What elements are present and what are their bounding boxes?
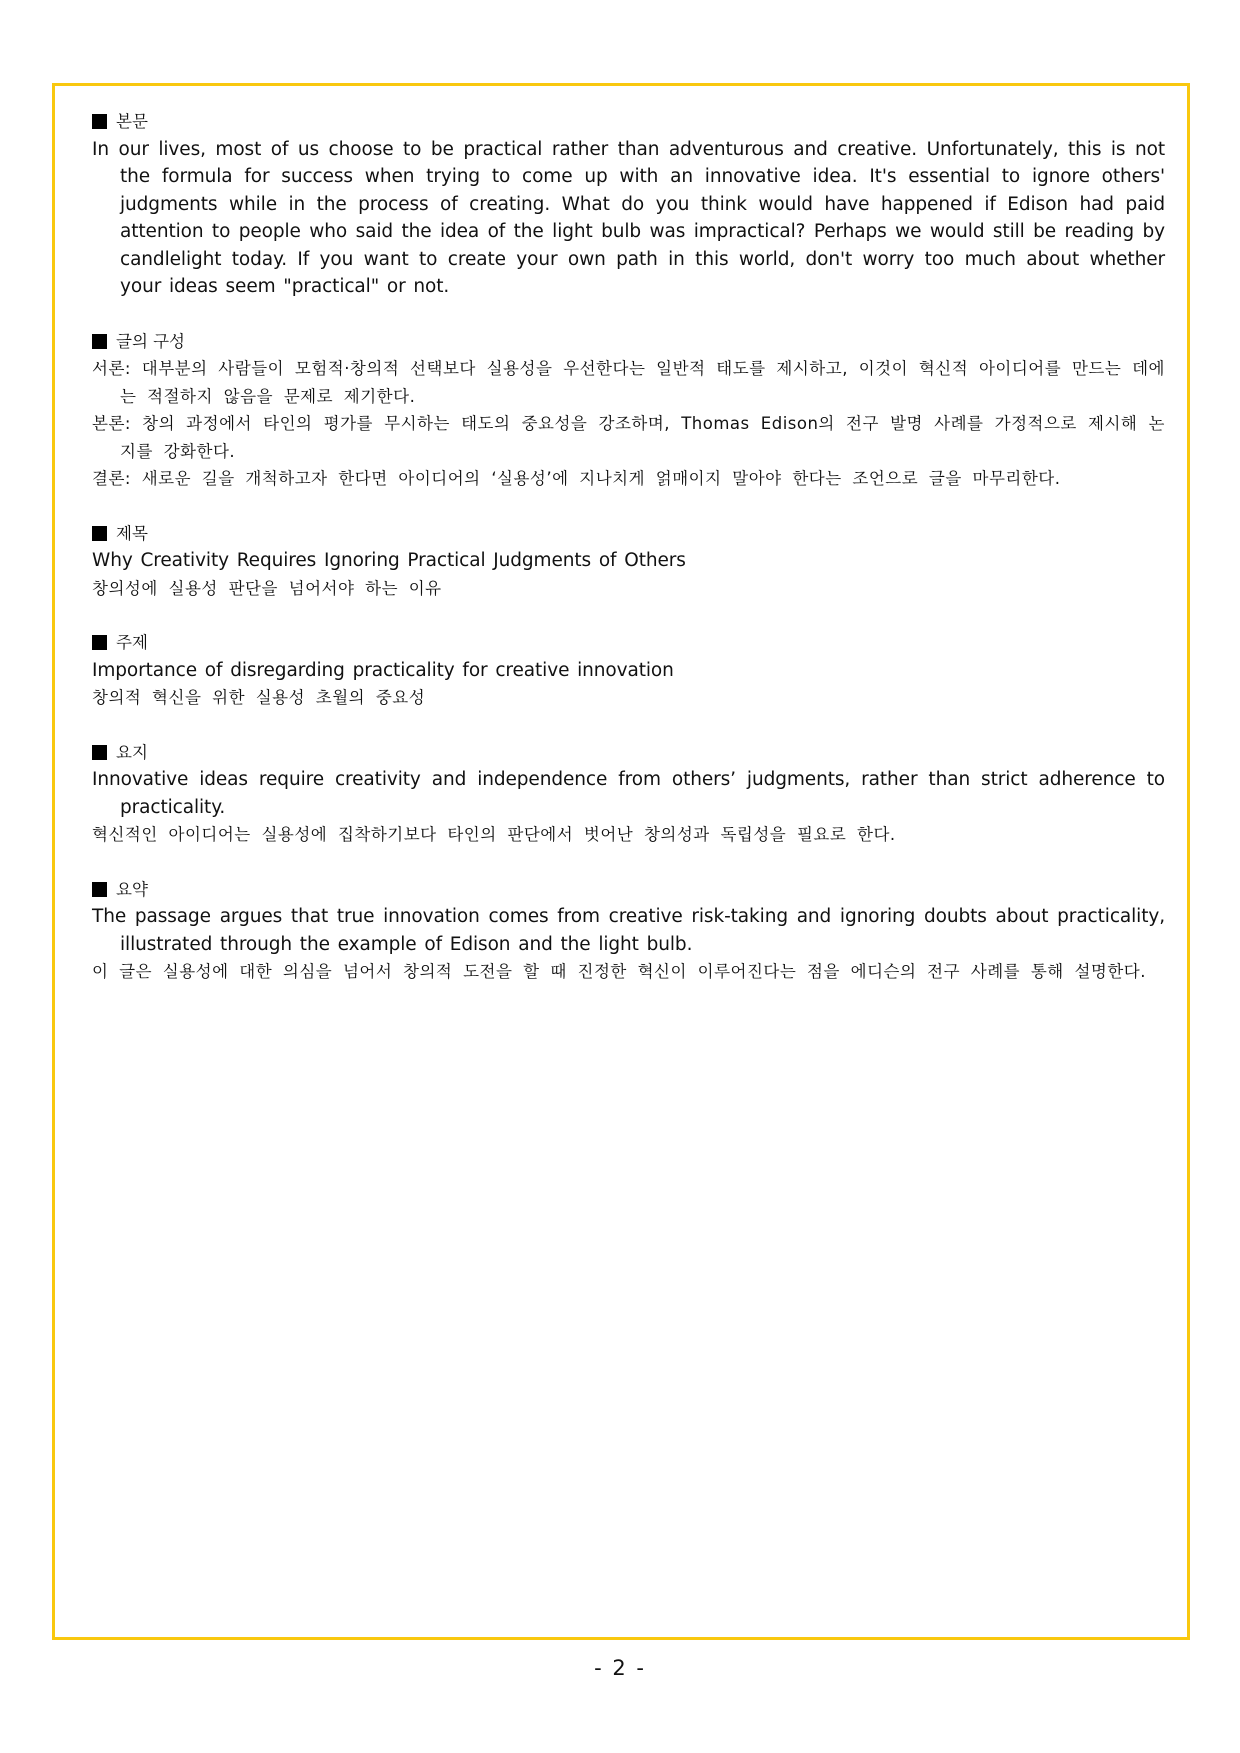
section-summary bbox=[92, 876, 1165, 986]
structure-text: 대부분의 사람들이 모험적·창의적 선택보다 실용성을 우선한다는 일반적 태도를 제시하고, 이것이 혁신적 아이디어를 만드는 데에는 적절하지 않음을 문제로 제기한다. bbox=[120, 359, 1165, 406]
structure-label: 본론: bbox=[92, 414, 131, 433]
title-english: Why Creativity Requires Ignoring Practical Judgments of Others bbox=[92, 550, 686, 571]
page-number: - 2 - bbox=[594, 1656, 646, 1680]
heading-label: 요지 bbox=[116, 742, 148, 762]
structure-conclusion bbox=[92, 465, 1165, 493]
gist-korean: 혁신적인 아이디어는 실용성에 집착하기보다 타인의 판단에서 벗어난 창의성과 독립성을 필요로 한다. bbox=[92, 825, 896, 844]
structure-intro bbox=[92, 355, 1165, 410]
structure-label: 서론: bbox=[92, 359, 131, 378]
title-korean: 창의성에 실용성 판단을 넘어서야 하는 이유 bbox=[92, 578, 442, 598]
heading-label: 요약 bbox=[116, 879, 148, 899]
square-bullet-icon bbox=[92, 745, 107, 760]
document-content bbox=[92, 108, 1165, 1013]
section-heading bbox=[92, 629, 1165, 657]
section-title bbox=[92, 520, 1165, 603]
topic-korean: 창의적 혁신을 위한 실용성 초월의 중요성 bbox=[92, 688, 426, 707]
section-heading bbox=[92, 108, 1165, 136]
square-bullet-icon bbox=[92, 114, 107, 129]
section-passage bbox=[92, 108, 1165, 301]
heading-label: 글의 구성 bbox=[116, 331, 186, 351]
passage-text: In our lives, most of us choose to be practical rather than adventurous and creative. Unfortunately, this is not the formula for success when trying to come up with an innovative idea. It's essential to ignore others' judgments while in the process of creating. What do you think would have happened if Edison had paid attention to people who said the idea of the light bulb was impractical? Perhaps we would still be reading by candlelight today. If you want to create your own path in this world, don't worry too much about whether your ideas seem "practical" or not. bbox=[92, 138, 1165, 297]
section-structure bbox=[92, 328, 1165, 493]
gist-english: Innovative ideas require creativity and independence from others’ judgments, rather than strict adherence to practicality. bbox=[92, 769, 1165, 818]
summary-korean: 이 글은 실용성에 대한 의심을 넘어서 창의적 도전을 할 때 진정한 혁신이 이루어진다는 점을 에디슨의 전구 사례를 통해 설명한다. bbox=[92, 962, 1146, 981]
heading-label: 주제 bbox=[116, 633, 148, 652]
structure-body bbox=[92, 410, 1165, 465]
topic-english: Importance of disregarding practicality for creative innovation bbox=[92, 659, 674, 681]
section-heading bbox=[92, 328, 1165, 356]
structure-label: 결론: bbox=[92, 469, 131, 488]
square-bullet-icon bbox=[92, 526, 107, 541]
section-heading bbox=[92, 739, 1165, 767]
square-bullet-icon bbox=[92, 334, 107, 349]
summary-english: The passage argues that true innovation comes from creative risk-taking and ignoring doubts about practicality, illustrated through the example of Edison and the light bulb. bbox=[92, 906, 1165, 955]
structure-text: 새로운 길을 개척하고자 한다면 아이디어의 ‘실용성’에 지나치게 얽매이지 말아야 한다는 조언으로 글을 마무리한다. bbox=[141, 469, 1061, 488]
heading-label: 제목 bbox=[116, 523, 148, 543]
section-heading bbox=[92, 520, 1165, 548]
heading-label: 본문 bbox=[116, 112, 148, 131]
section-topic bbox=[92, 629, 1165, 712]
square-bullet-icon bbox=[92, 635, 107, 650]
section-heading bbox=[92, 876, 1165, 904]
section-gist bbox=[92, 739, 1165, 849]
square-bullet-icon bbox=[92, 882, 107, 897]
structure-text: 창의 과정에서 타인의 평가를 무시하는 태도의 중요성을 강조하며, Thomas Edison의 전구 발명 사례를 가정적으로 제시해 논지를 강화한다. bbox=[120, 414, 1165, 461]
